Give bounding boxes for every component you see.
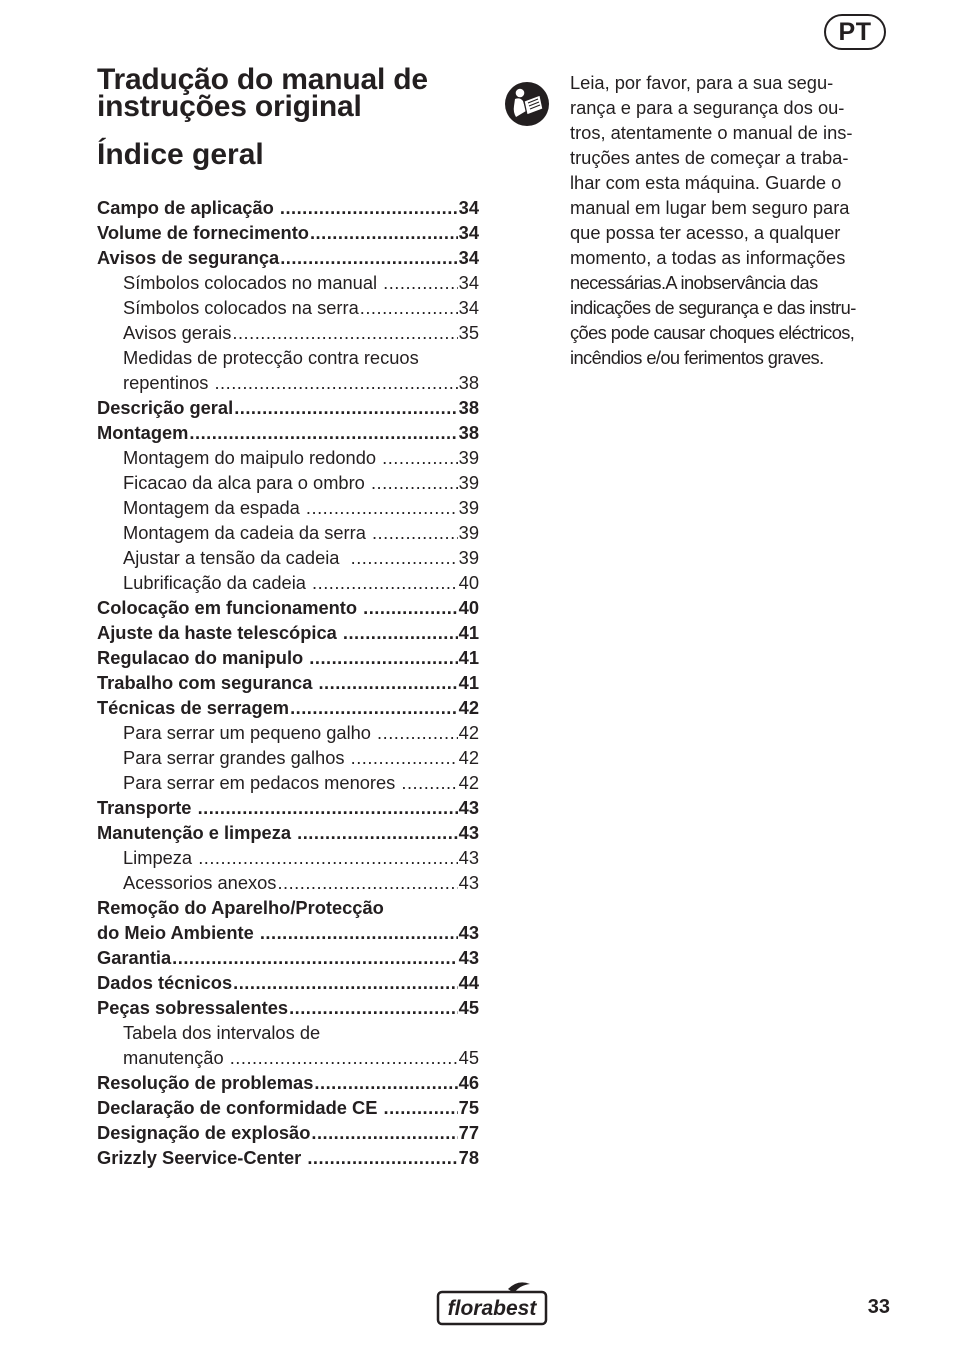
intro-line: tros, atentamente o manual de ins- <box>570 122 853 143</box>
toc-entry-page: 39 <box>458 522 479 543</box>
toc-entry-label: Descrição geral <box>97 397 234 418</box>
toc-entry-page: 43 <box>458 947 479 968</box>
toc-entry-page: 42 <box>458 722 479 743</box>
toc-entry-label: Manutenção e limpeza <box>97 822 297 843</box>
toc-entry-label: Para serrar grandes galhos <box>123 747 350 768</box>
toc-entry-label: Peças sobressalentes <box>97 997 289 1018</box>
toc-entry-page: 40 <box>458 597 479 618</box>
toc-entry-label: Para serrar em pedacos menores <box>123 772 401 793</box>
toc-entry <box>97 395 479 420</box>
toc-entry <box>97 420 479 445</box>
toc-entry-label: Ajustar a tensão da cadeia <box>123 547 350 568</box>
toc-entry <box>97 820 479 845</box>
toc-dot-leader <box>280 245 457 270</box>
toc-entry-page: 34 <box>458 247 479 268</box>
toc-entry <box>97 995 479 1020</box>
toc-entry <box>97 495 479 520</box>
toc-entry <box>97 345 479 370</box>
toc-entry-page: 42 <box>458 697 479 718</box>
toc-entry-label: Resolução de problemas <box>97 1072 314 1093</box>
toc-entry-label: Ficacao da alca para o ombro <box>123 472 370 493</box>
toc-entry-page: 41 <box>458 672 479 693</box>
toc-entry-page: 43 <box>458 797 479 818</box>
florabest-logo <box>436 1281 548 1326</box>
toc-entry <box>97 220 479 245</box>
toc-entry <box>97 845 479 870</box>
toc-entry-page: 35 <box>458 322 479 343</box>
intro-line: rança e para a segurança dos ou- <box>570 97 845 118</box>
toc-entry <box>97 795 479 820</box>
toc-dot-leader <box>312 570 458 595</box>
toc-dot-leader <box>318 670 457 695</box>
toc-entry-label: Tabela dos intervalos de <box>123 1022 321 1043</box>
toc-entry-page: 44 <box>458 972 479 993</box>
toc-dot-leader <box>372 520 458 545</box>
toc-entry-label: Designação de explosão <box>97 1122 311 1143</box>
toc-entry-page: 43 <box>458 822 479 843</box>
intro-line: necessárias.A inobservância das <box>570 272 818 293</box>
toc-entry-label: Para serrar um pequeno galho <box>123 722 377 743</box>
toc-entry-label: Técnicas de serragem <box>97 697 290 718</box>
toc-entry-label: Dados técnicos <box>97 972 233 993</box>
toc-entry <box>97 320 479 345</box>
toc-entry-label: Volume de fornecimento <box>97 222 309 243</box>
toc-entry-label: Montagem do maipulo redondo <box>123 447 382 468</box>
toc-dot-leader <box>214 370 457 395</box>
toc-entry-label: Montagem da cadeia da serra <box>123 522 371 543</box>
toc-entry-page: 78 <box>458 1147 479 1168</box>
toc-entry <box>97 620 479 645</box>
toc-entry-page: 34 <box>458 297 479 318</box>
toc-entry <box>97 520 479 545</box>
toc-entry <box>97 1045 479 1070</box>
toc-dot-leader <box>360 295 458 320</box>
toc-entry-label: Acessorios anexos <box>123 872 277 893</box>
intro-line: Leia, por favor, para a sua segu- <box>570 72 834 93</box>
toc-entry-label: Colocação em funcionamento <box>97 597 363 618</box>
toc-entry-label: Avisos gerais <box>123 322 232 343</box>
toc-entry <box>97 920 479 945</box>
toc-entry-label: Medidas de protecção contra recuos <box>123 347 419 368</box>
toc-entry <box>97 1020 479 1045</box>
toc-entry-page: 39 <box>458 472 479 493</box>
toc-entry <box>97 1095 479 1120</box>
toc-entry-label: manutenção <box>123 1047 229 1068</box>
toc-entry-label: Transporte <box>97 797 197 818</box>
toc-entry-page: 43 <box>458 922 479 943</box>
page-number: 33 <box>867 1296 890 1318</box>
toc-dot-leader <box>297 820 458 845</box>
toc-entry-label: Regulacao do manipulo <box>97 647 309 668</box>
intro-line: momento, a todas as informações <box>570 247 846 268</box>
toc-entry-label: Garantia <box>97 947 172 968</box>
toc-dot-leader <box>260 920 458 945</box>
intro-line: lhar com esta máquina. Guarde o <box>570 172 842 193</box>
toc-entry-page: 75 <box>458 1097 479 1118</box>
toc-dot-leader <box>383 1095 457 1120</box>
toc-entry <box>97 945 479 970</box>
toc-dot-leader <box>277 870 457 895</box>
toc-entry-page: 42 <box>458 747 479 768</box>
toc-entry <box>97 645 479 670</box>
toc-entry-label: Declaração de conformidade CE <box>97 1097 383 1118</box>
toc-entry <box>97 595 479 620</box>
toc-dot-leader <box>371 470 458 495</box>
toc-entry-label: Símbolos colocados no manual <box>123 272 383 293</box>
intro-line: ções pode causar choques eléctricos, <box>570 322 855 343</box>
toc-entry <box>97 270 479 295</box>
toc-dot-leader <box>309 645 457 670</box>
toc-entry-label: Lubrificação da cadeia <box>123 572 312 593</box>
toc-entry-label: Remoção do Aparelho/Protecção <box>97 897 384 918</box>
toc-entry <box>97 870 479 895</box>
toc-entry-label: Campo de aplicação <box>97 197 279 218</box>
toc-entry-page: 41 <box>458 647 479 668</box>
toc-entry <box>97 695 479 720</box>
read-manual-icon <box>505 82 549 126</box>
toc-entry-label: Trabalho com seguranca <box>97 672 318 693</box>
toc-dot-leader <box>280 195 458 220</box>
toc-entry-page: 34 <box>458 272 479 293</box>
toc-entry-label: Limpeza <box>123 847 198 868</box>
toc-entry <box>97 370 479 395</box>
toc-dot-leader <box>234 395 457 420</box>
toc-entry <box>97 445 479 470</box>
toc-dot-leader <box>311 1120 457 1145</box>
toc-entry-page: 45 <box>458 997 479 1018</box>
toc-entry-page: 43 <box>458 872 479 893</box>
toc-entry-label: Montagem da espada <box>123 497 305 518</box>
toc-entry <box>97 895 479 920</box>
toc-entry-page: 39 <box>458 547 479 568</box>
toc-entry-page: 34 <box>458 222 479 243</box>
toc-entry-label: Ajuste da haste telescópica <box>97 622 342 643</box>
toc-entry <box>97 720 479 745</box>
toc-entry-page: 38 <box>458 372 479 393</box>
toc-entry-page: 39 <box>458 447 479 468</box>
toc-dot-leader <box>383 270 458 295</box>
toc-dot-leader <box>377 720 458 745</box>
toc-dot-leader <box>232 320 457 345</box>
intro-line: incêndios e/ou ferimentos graves. <box>570 347 824 368</box>
toc-dot-leader <box>363 595 458 620</box>
toc-entry-page: 42 <box>458 772 479 793</box>
document-title <box>97 63 428 123</box>
toc-entry-label: do Meio Ambiente <box>97 922 259 943</box>
toc-dot-leader <box>343 620 458 645</box>
toc-dot-leader <box>198 795 458 820</box>
toc-entry <box>97 545 479 570</box>
toc-entry <box>97 470 479 495</box>
intro-line: truções antes de começar a traba- <box>570 147 849 168</box>
toc-dot-leader <box>351 545 458 570</box>
intro-line: manual em lugar bem seguro para <box>570 197 850 218</box>
toc-entry-label: Símbolos colocados na serra <box>123 297 359 318</box>
document-title-line-1: Tradução do manual de <box>97 63 428 96</box>
toc-entry <box>97 570 479 595</box>
toc-dot-leader <box>382 445 458 470</box>
toc-entry-page: 77 <box>458 1122 479 1143</box>
toc-entry <box>97 1145 479 1170</box>
toc-dot-leader <box>172 945 457 970</box>
toc-dot-leader <box>230 1045 458 1070</box>
toc-entry <box>97 1070 479 1095</box>
toc-entry-page: 43 <box>458 847 479 868</box>
intro-line: que possa ter acesso, a qualquer <box>570 222 841 243</box>
toc-entry <box>97 1120 479 1145</box>
toc-entry <box>97 295 479 320</box>
toc-entry-page: 38 <box>458 397 479 418</box>
toc-dot-leader <box>290 695 458 720</box>
toc-dot-leader <box>307 1145 457 1170</box>
toc-entry-label: Montagem <box>97 422 189 443</box>
toc-entry-page: 46 <box>458 1072 479 1093</box>
toc-dot-leader <box>401 770 457 795</box>
toc-entry-label: repentinos <box>123 372 214 393</box>
toc-dot-leader <box>189 420 457 445</box>
florabest-logo-text: florabest <box>447 1297 537 1320</box>
toc-dot-leader <box>310 220 458 245</box>
toc-heading: Índice geral <box>97 138 264 171</box>
toc-dot-leader <box>351 745 458 770</box>
toc-entry-page: 39 <box>458 497 479 518</box>
toc-entry-page: 45 <box>458 1047 479 1068</box>
toc-dot-leader <box>289 995 458 1020</box>
toc-dot-leader <box>233 970 458 995</box>
document-title-line-2: instruções original <box>97 90 362 123</box>
table-of-contents <box>97 195 479 1170</box>
intro-line: indicações de segurança e das instru- <box>570 297 856 318</box>
toc-entry <box>97 770 479 795</box>
toc-entry-page: 41 <box>458 622 479 643</box>
toc-entry-page: 40 <box>458 572 479 593</box>
toc-entry <box>97 245 479 270</box>
toc-entry-label: Grizzly Seervice-Center <box>97 1147 307 1168</box>
toc-dot-leader <box>306 495 458 520</box>
toc-entry-page: 34 <box>458 197 479 218</box>
safety-intro-text <box>570 70 892 370</box>
toc-entry <box>97 745 479 770</box>
language-badge: PT <box>824 14 886 50</box>
toc-entry-label: Avisos de segurança <box>97 247 280 268</box>
toc-entry <box>97 195 479 220</box>
toc-entry <box>97 970 479 995</box>
toc-entry-page: 38 <box>458 422 479 443</box>
toc-entry <box>97 670 479 695</box>
toc-dot-leader <box>198 845 457 870</box>
toc-dot-leader <box>314 1070 457 1095</box>
